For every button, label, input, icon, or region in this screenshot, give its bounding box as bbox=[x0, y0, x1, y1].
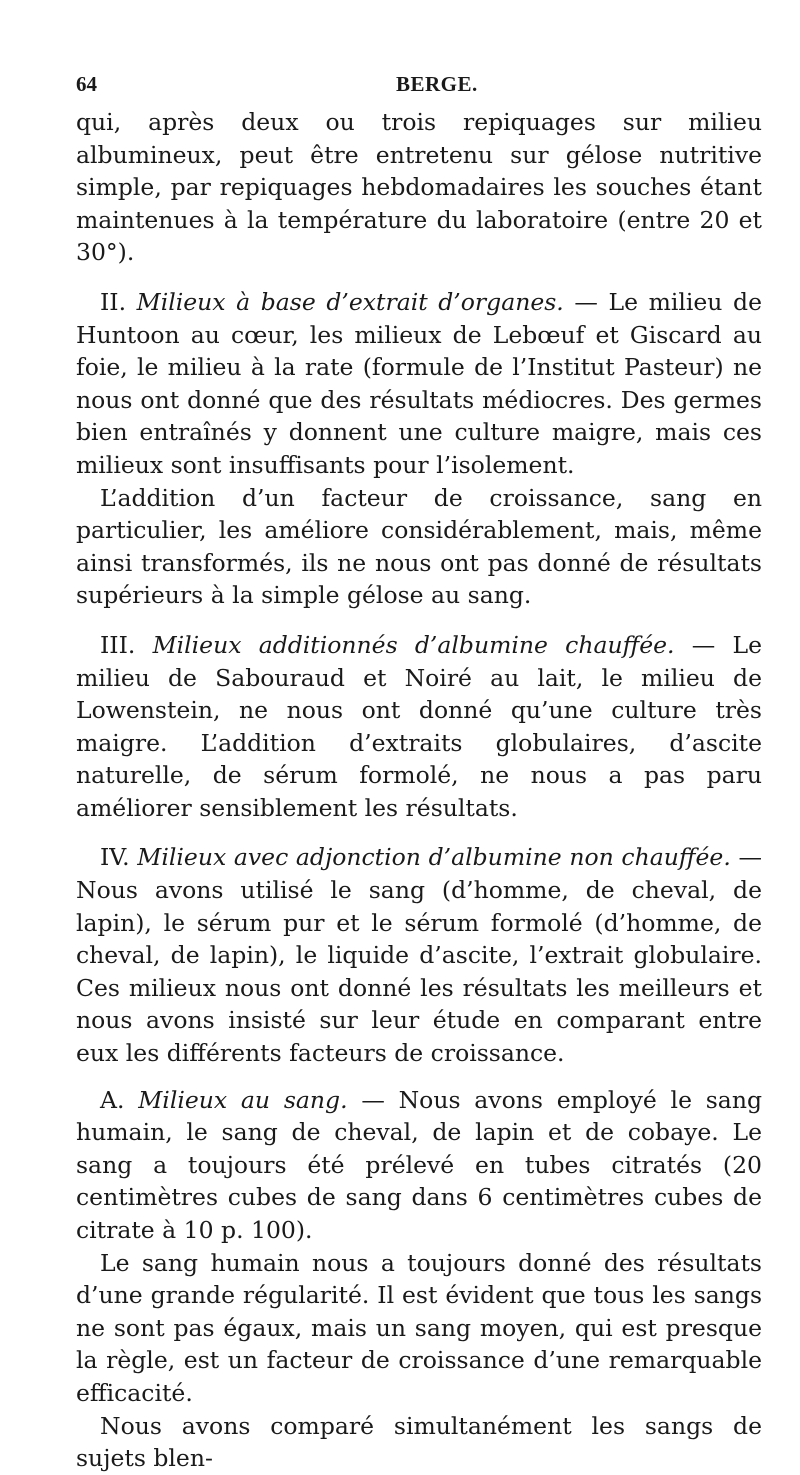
section-ii-text: — Le milieu de Huntoon au cœur, les milieux de Lebœuf et Giscard au foie, le milieu à la rate (formule de l’Institut Pasteur) ne nous ont donné que des résultats médiocres. Des germes bien entraînés y donnent une culture maigre, mais ces milieux sont insuffisants pour l’isolement. bbox=[76, 287, 762, 479]
section-iii-text: — Le milieu de Sabouraud et Noiré au lait, le milieu de Lowenstein, ne nous ont donné qu’une culture très maigre. L’addition d’extraits globulaires, d’ascite naturelle, de sérum formolé, ne nous a pas paru améliorer sensiblement les résultats. bbox=[76, 630, 762, 822]
section-iv-paragraph bbox=[76, 841, 762, 1069]
book-page bbox=[76, 72, 762, 1475]
paragraph-comparison: Nous avons comparé simultanément les sangs de sujets blen- bbox=[76, 1411, 762, 1473]
page-number: 64 bbox=[76, 72, 97, 96]
subsection-a-title: Milieux au sang. bbox=[138, 1085, 348, 1114]
subsection-a-paragraph bbox=[76, 1084, 762, 1247]
section-iii-title: Milieux additionnés d’albumine chauffée. bbox=[152, 630, 675, 659]
subsection-a-text: — Nous avons employé le sang humain, le sang de cheval, de lapin et de cobaye. Le sang a toujours été prélevé en tubes citratés (20 centimètres cubes de sang dans 6 centimètres cubes de citrate à 10 p. 100). bbox=[76, 1085, 762, 1244]
section-ii-title: Milieux à base d’extrait d’organes. bbox=[136, 287, 564, 316]
section-iii-paragraph bbox=[76, 629, 762, 825]
paragraph-continuation: qui, après deux ou trois repiquages sur milieu albumineux, peut être entretenu sur gélose nutritive simple, par repiquages hebdomadaires les souches étant maintenues à la température du laboratoire (entre 20 et 30°). bbox=[76, 108, 762, 267]
section-ii-number: II. bbox=[100, 287, 127, 316]
section-ii-paragraph bbox=[76, 286, 762, 482]
section-iv-title: Milieux avec adjonction d’albumine non chauffée. bbox=[137, 843, 731, 872]
subsection-a-number: A. bbox=[100, 1085, 125, 1114]
paragraph-human-blood: Le sang humain nous a toujours donné des résultats d’une grande régularité. Il est évident que tous les sangs ne sont pas égaux, mais un sang moyen, qui est presque la règle, est un facteur de croissance d’une remarquable efficacité. bbox=[76, 1248, 762, 1407]
section-iv-text: — Nous avons utilisé le sang (d’homme, de cheval, de lapin), le sérum pur et le sérum formolé (d’homme, de cheval, de lapin), le liquide d’ascite, l’extrait globulaire. Ces milieux nous ont donné les résultats les meilleurs et nous avons insisté sur leur étude en comparant entre eux les différents facteurs de croissance. bbox=[76, 843, 762, 1068]
running-head bbox=[76, 72, 762, 106]
section-iv-number: IV. bbox=[100, 843, 130, 872]
section-iii-number: III. bbox=[100, 630, 136, 659]
running-title: BERGE. bbox=[396, 72, 478, 96]
paragraph-addition: L’addition d’un facteur de croissance, sang en particulier, les améliore considérablement, mais, même ainsi transformés, ils ne nous ont pas donné de résultats supérieurs à la simple gélose au sang. bbox=[76, 483, 762, 610]
